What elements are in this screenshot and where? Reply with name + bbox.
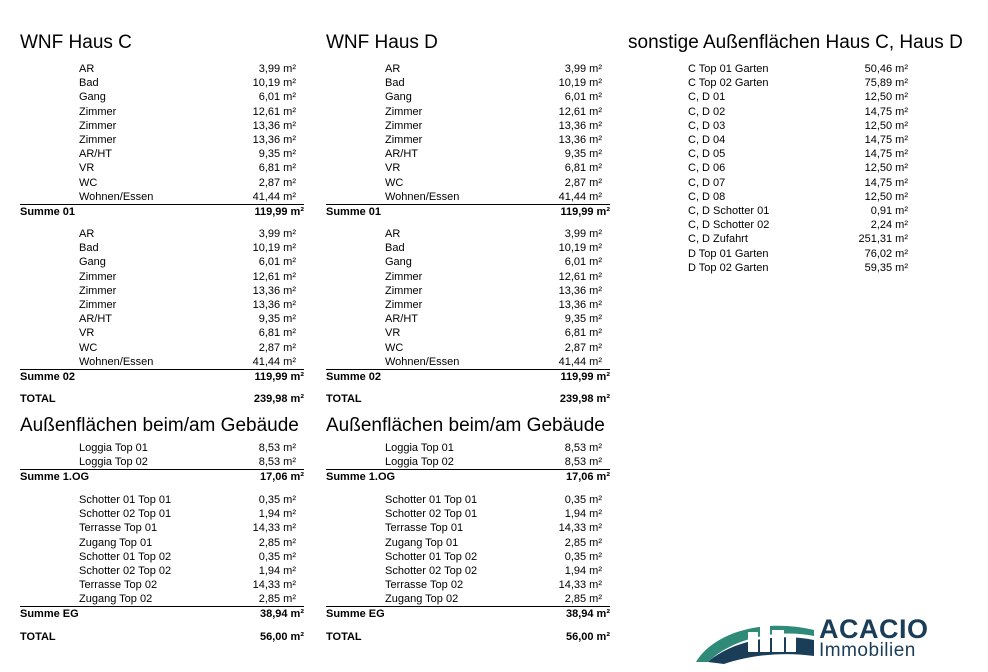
- table-row: [20, 255, 296, 269]
- summary-row: [20, 470, 304, 484]
- table-row: [20, 190, 296, 204]
- table-row: [20, 133, 296, 147]
- section-title: WNF Haus C: [20, 32, 132, 53]
- row-value: 119,99 m²: [254, 206, 304, 218]
- row-label: VR: [385, 162, 401, 175]
- table-row: [326, 550, 602, 564]
- row-label: WC: [79, 176, 98, 189]
- row-label: Schotter 01 Top 02: [385, 550, 478, 563]
- table-row: [326, 284, 602, 298]
- row-value: 14,33 m²: [252, 579, 296, 592]
- table-row: [326, 521, 602, 535]
- table-row: [20, 227, 296, 241]
- row-label: Zugang Top 01: [385, 536, 459, 549]
- row-label: Summe 1.OG: [326, 471, 396, 483]
- row-value: 1,94 m²: [258, 508, 296, 521]
- table-row: [20, 105, 296, 119]
- row-value: 41,44 m²: [252, 355, 296, 368]
- row-label: C, D 08: [688, 190, 726, 203]
- row-label: Wohnen/Essen: [79, 355, 154, 368]
- row-label: C, D 05: [688, 148, 726, 161]
- row-value: 2,87 m²: [258, 341, 296, 354]
- table-row: [688, 232, 908, 246]
- row-label: C, D Schotter 01: [688, 205, 770, 217]
- row-label: Zimmer: [385, 284, 423, 297]
- row-label: Gang: [385, 91, 412, 104]
- summary-row: [20, 630, 304, 644]
- summary-row: [20, 392, 304, 406]
- table-row: [20, 176, 296, 190]
- row-value: 13,36 m²: [558, 134, 602, 146]
- row-label: Wohnen/Essen: [79, 190, 154, 203]
- table-row: [688, 261, 908, 275]
- row-value: 14,75 m²: [864, 105, 908, 118]
- row-value: 38,94 m²: [565, 608, 610, 620]
- row-label: Schotter 02 Top 01: [79, 508, 172, 521]
- row-label: AR/HT: [79, 313, 112, 326]
- table-row: [20, 284, 296, 298]
- row-value: 76,02 m²: [864, 247, 908, 260]
- row-value: 8,53 m²: [258, 442, 296, 454]
- table-row: [20, 550, 296, 564]
- summary-row: [326, 205, 610, 219]
- row-value: 0,35 m²: [564, 494, 602, 506]
- row-label: VR: [385, 327, 401, 340]
- row-label: Summe EG: [326, 608, 385, 620]
- row-value: 56,00 m²: [565, 631, 610, 643]
- table-row: [688, 147, 908, 161]
- row-label: Zimmer: [79, 284, 117, 297]
- table-row: [20, 455, 296, 469]
- row-label: AR/HT: [385, 313, 418, 326]
- row-value: 10,19 m²: [558, 77, 602, 90]
- section-title: Außenflächen beim/am Gebäude: [326, 415, 605, 436]
- row-value: 119,99 m²: [254, 371, 304, 383]
- table-row: [20, 493, 296, 507]
- row-value: 8,53 m²: [258, 456, 296, 469]
- table-row: [326, 90, 602, 104]
- summary-row: [20, 607, 304, 621]
- table-row: [20, 564, 296, 578]
- row-label: WC: [79, 341, 98, 354]
- table-row: [326, 176, 602, 190]
- row-value: 41,44 m²: [252, 190, 296, 203]
- row-value: 13,36 m²: [252, 284, 296, 297]
- row-label: Zimmer: [79, 134, 117, 146]
- row-value: 2,85 m²: [258, 593, 296, 606]
- row-label: C, D Zufahrt: [688, 233, 748, 246]
- table-row: [688, 161, 908, 175]
- table-row: [688, 190, 908, 204]
- row-value: 8,53 m²: [564, 456, 602, 469]
- row-value: 3,99 m²: [258, 63, 296, 75]
- row-label: Zugang Top 01: [79, 536, 153, 549]
- logo-sub: Immobilien: [819, 640, 916, 661]
- row-label: Schotter 01 Top 01: [385, 494, 478, 506]
- row-value: 41,44 m²: [558, 355, 602, 368]
- row-label: Terrasse Top 02: [79, 579, 158, 592]
- row-value: 10,19 m²: [558, 242, 602, 255]
- table-row: [326, 578, 602, 592]
- row-label: WC: [385, 176, 404, 189]
- table-row: [326, 241, 602, 255]
- row-label: AR/HT: [79, 148, 112, 161]
- row-value: 0,35 m²: [258, 494, 296, 506]
- row-value: 38,94 m²: [259, 608, 304, 620]
- row-label: Zimmer: [385, 105, 423, 118]
- row-value: 6,81 m²: [258, 327, 296, 340]
- row-label: Gang: [385, 256, 412, 269]
- row-label: Summe 02: [20, 371, 76, 383]
- row-value: 1,94 m²: [258, 565, 296, 577]
- row-label: TOTAL: [326, 631, 362, 643]
- row-label: Zimmer: [385, 270, 423, 283]
- summary-row: [326, 630, 610, 644]
- table-row: [326, 455, 602, 469]
- row-value: 12,61 m²: [252, 270, 296, 283]
- summary-row: [326, 370, 610, 384]
- summary-row: [20, 370, 304, 384]
- table-row: [326, 592, 602, 606]
- row-value: 2,85 m²: [258, 536, 296, 549]
- row-label: Summe 01: [326, 206, 382, 218]
- table-row: [688, 90, 908, 104]
- row-value: 10,19 m²: [252, 242, 296, 255]
- row-value: 12,61 m²: [252, 105, 296, 118]
- row-label: VR: [79, 327, 95, 340]
- table-row: [326, 161, 602, 175]
- row-value: 0,91 m²: [870, 205, 908, 217]
- row-label: D Top 02 Garten: [688, 261, 769, 274]
- row-value: 75,89 m²: [864, 77, 908, 90]
- logo-building-3: [772, 630, 784, 652]
- row-value: 119,99 m²: [560, 206, 610, 218]
- table-row: [688, 204, 908, 218]
- row-label: C, D 06: [688, 162, 726, 175]
- row-value: 0,35 m²: [564, 550, 602, 563]
- row-value: 10,19 m²: [252, 77, 296, 90]
- row-label: Zugang Top 02: [79, 593, 153, 606]
- row-value: 12,50 m²: [864, 91, 908, 104]
- table-row: [326, 441, 602, 455]
- row-label: AR: [385, 228, 401, 240]
- row-value: 14,33 m²: [558, 522, 602, 535]
- row-label: Schotter 01 Top 02: [79, 550, 172, 563]
- row-label: VR: [79, 162, 95, 175]
- table-row: [20, 326, 296, 340]
- logo-building-1: [748, 632, 758, 652]
- row-label: AR: [385, 63, 401, 75]
- row-value: 2,85 m²: [564, 536, 602, 549]
- row-value: 3,99 m²: [258, 228, 296, 240]
- row-value: 2,87 m²: [564, 176, 602, 189]
- row-label: C Top 01 Garten: [688, 63, 769, 75]
- table-row: [326, 119, 602, 133]
- row-label: Bad: [79, 242, 99, 255]
- row-label: C, D 02: [688, 105, 726, 118]
- row-value: 13,36 m²: [558, 284, 602, 297]
- row-value: 1,94 m²: [564, 565, 602, 577]
- row-label: Gang: [79, 256, 106, 269]
- table-row: [20, 62, 296, 76]
- table-row: [20, 578, 296, 592]
- table-row: [326, 133, 602, 147]
- row-label: D Top 01 Garten: [688, 247, 769, 260]
- table-row: [688, 119, 908, 133]
- row-value: 14,75 m²: [864, 148, 908, 161]
- row-label: TOTAL: [20, 393, 56, 405]
- table-row: [688, 133, 908, 147]
- table-row: [326, 507, 602, 521]
- row-value: 12,61 m²: [558, 105, 602, 118]
- table-row: [326, 105, 602, 119]
- row-value: 59,35 m²: [864, 261, 908, 274]
- row-value: 0,35 m²: [258, 550, 296, 563]
- table-row: [688, 105, 908, 119]
- table-row: [688, 247, 908, 261]
- row-value: 2,87 m²: [564, 341, 602, 354]
- row-value: 6,01 m²: [564, 256, 602, 269]
- row-label: Summe 1.OG: [20, 471, 90, 483]
- row-value: 239,98 m²: [559, 393, 610, 405]
- row-label: AR/HT: [385, 148, 418, 161]
- table-row: [688, 176, 908, 190]
- summary-row: [326, 392, 610, 406]
- table-row: [326, 536, 602, 550]
- table-row: [326, 62, 602, 76]
- row-value: 17,06 m²: [565, 471, 610, 483]
- table-row: [20, 592, 296, 606]
- row-label: Terrasse Top 01: [79, 522, 158, 535]
- table-row: [326, 341, 602, 355]
- row-value: 12,50 m²: [864, 162, 908, 175]
- table-row: [20, 76, 296, 90]
- row-value: 6,81 m²: [564, 327, 602, 340]
- row-value: 3,99 m²: [564, 228, 602, 240]
- row-label: C, D 01: [688, 91, 726, 104]
- row-value: 3,99 m²: [564, 63, 602, 75]
- logo-building-2: [760, 626, 770, 652]
- row-value: 12,50 m²: [864, 119, 908, 132]
- table-row: [20, 90, 296, 104]
- row-value: 13,36 m²: [558, 299, 602, 311]
- summary-row: [326, 470, 610, 484]
- table-row: [20, 241, 296, 255]
- row-value: 6,81 m²: [258, 162, 296, 175]
- row-value: 8,53 m²: [564, 442, 602, 454]
- table-row: [20, 312, 296, 326]
- table-row: [20, 161, 296, 175]
- table-row: [688, 62, 908, 76]
- row-label: TOTAL: [326, 393, 362, 405]
- row-value: 6,01 m²: [258, 91, 296, 104]
- table-row: [326, 326, 602, 340]
- table-row: [688, 218, 908, 232]
- table-row: [326, 255, 602, 269]
- row-label: WC: [385, 341, 404, 354]
- row-value: 50,46 m²: [864, 63, 908, 75]
- logo-building-4: [786, 634, 796, 652]
- row-label: Zimmer: [79, 299, 117, 311]
- logo-name: ACACIO: [819, 614, 929, 644]
- row-label: Loggia Top 02: [79, 456, 148, 469]
- table-row: [20, 536, 296, 550]
- row-label: Loggia Top 01: [385, 442, 454, 454]
- table-row: [326, 312, 602, 326]
- row-value: 6,81 m²: [564, 162, 602, 175]
- table-row: [20, 341, 296, 355]
- row-label: AR: [79, 63, 95, 75]
- row-label: Schotter 02 Top 02: [79, 565, 172, 577]
- summary-row: [326, 607, 610, 621]
- row-value: 9,35 m²: [564, 313, 602, 326]
- row-label: Bad: [385, 242, 405, 255]
- row-label: Gang: [79, 91, 106, 104]
- table-row: [326, 76, 602, 90]
- table-row: [20, 298, 296, 312]
- table-row: [326, 147, 602, 161]
- row-label: C, D 07: [688, 176, 726, 189]
- row-value: 41,44 m²: [558, 190, 602, 203]
- row-value: 14,33 m²: [252, 522, 296, 535]
- table-row: [20, 119, 296, 133]
- row-label: Zimmer: [385, 134, 423, 146]
- table-row: [688, 76, 908, 90]
- table-row: [20, 355, 296, 369]
- row-value: 251,31 m²: [858, 233, 908, 246]
- table-row: [326, 227, 602, 241]
- row-value: 12,50 m²: [864, 190, 908, 203]
- row-value: 1,94 m²: [564, 508, 602, 521]
- row-value: 13,36 m²: [252, 134, 296, 146]
- row-label: Schotter 02 Top 01: [385, 508, 478, 521]
- row-label: Summe 02: [326, 371, 382, 383]
- row-value: 9,35 m²: [564, 148, 602, 161]
- table-row: [20, 270, 296, 284]
- row-label: Loggia Top 02: [385, 456, 454, 469]
- row-value: 56,00 m²: [259, 631, 304, 643]
- row-label: C, D Schotter 02: [688, 219, 770, 232]
- row-value: 13,36 m²: [252, 299, 296, 311]
- row-value: 14,33 m²: [558, 579, 602, 592]
- row-label: C, D 03: [688, 119, 726, 132]
- row-label: Bad: [385, 77, 405, 90]
- row-label: Bad: [79, 77, 99, 90]
- row-label: AR: [79, 228, 95, 240]
- section-title: sonstige Außenflächen Haus C, Haus D: [628, 32, 963, 53]
- row-label: Zimmer: [79, 270, 117, 283]
- row-label: Wohnen/Essen: [385, 355, 460, 368]
- row-label: Terrasse Top 02: [385, 579, 464, 592]
- row-value: 17,06 m²: [259, 471, 304, 483]
- row-label: Zimmer: [385, 299, 423, 311]
- table-row: [326, 190, 602, 204]
- row-value: 13,36 m²: [252, 119, 296, 132]
- row-label: Zimmer: [385, 119, 423, 132]
- table-row: [326, 355, 602, 369]
- row-value: 119,99 m²: [560, 371, 610, 383]
- row-value: 14,75 m²: [864, 134, 908, 146]
- table-row: [20, 441, 296, 455]
- row-label: Zugang Top 02: [385, 593, 459, 606]
- table-row: [326, 564, 602, 578]
- row-value: 14,75 m²: [864, 176, 908, 189]
- summary-row: [20, 205, 304, 219]
- row-label: Zimmer: [79, 119, 117, 132]
- row-value: 9,35 m²: [258, 148, 296, 161]
- row-label: Schotter 02 Top 02: [385, 565, 478, 577]
- row-value: 6,01 m²: [564, 91, 602, 104]
- row-label: Schotter 01 Top 01: [79, 494, 172, 506]
- row-value: 2,24 m²: [870, 219, 908, 232]
- row-value: 2,87 m²: [258, 176, 296, 189]
- table-row: [326, 493, 602, 507]
- row-label: C Top 02 Garten: [688, 77, 769, 90]
- row-label: Terrasse Top 01: [385, 522, 464, 535]
- row-label: Summe 01: [20, 206, 76, 218]
- row-label: Wohnen/Essen: [385, 190, 460, 203]
- row-value: 13,36 m²: [558, 119, 602, 132]
- row-value: 239,98 m²: [253, 393, 304, 405]
- table-row: [326, 270, 602, 284]
- row-value: 9,35 m²: [258, 313, 296, 326]
- table-row: [20, 521, 296, 535]
- row-value: 12,61 m²: [558, 270, 602, 283]
- table-row: [20, 507, 296, 521]
- table-row: [326, 298, 602, 312]
- row-label: Loggia Top 01: [79, 442, 148, 454]
- row-value: 2,85 m²: [564, 593, 602, 606]
- row-label: Summe EG: [20, 608, 79, 620]
- section-title: WNF Haus D: [326, 32, 438, 53]
- table-row: [20, 147, 296, 161]
- section-title: Außenflächen beim/am Gebäude: [20, 415, 299, 436]
- row-label: Zimmer: [79, 105, 117, 118]
- row-value: 6,01 m²: [258, 256, 296, 269]
- row-label: TOTAL: [20, 631, 56, 643]
- row-label: C, D 04: [688, 134, 726, 146]
